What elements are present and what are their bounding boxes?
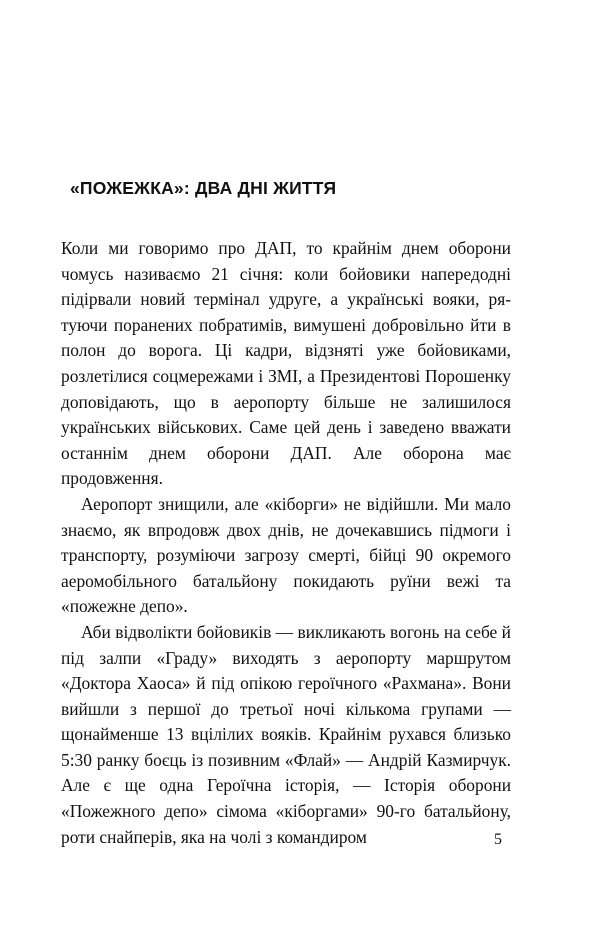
page-number: 5 xyxy=(494,831,502,848)
paragraph-1: Коли ми говоримо про ДАП, то крайнім днем оборони чомусь називаємо 21 січня: коли бойовики напередодні підірвали новий термінал удруге, а українські вояки, рятуючи поранених побратимів, вимушені добровільно йти в полон до ворога. Ці кадри, відзняті уже бойовиками, розлетілися соцмережами і ЗМІ, а Президентові Порошенку доповідають, що в аеропорту більше не залишилося українських військових. Саме цей день і заведено вважати останнім днем оборони ДАП. Але оборона має продовження. xyxy=(61,238,511,489)
body-text xyxy=(61,236,511,850)
chapter-heading: «ПОЖЕЖКА»: ДВА ДНІ ЖИТТЯ xyxy=(70,178,337,198)
paragraph-3: Аби відволікти бойовиків — викликають вогонь на себе й під залпи «Граду» виходять з аеропорту маршрутом «Доктора Хаоса» й під опікою героїчного «Рахмана». Вони вийшли з першої до третьої ночі кількома групами — щонайменше 13 вцілілих вояків. Крайнім рухався близько 5:30 ранку боєць із позивним «Флай» — Андрій Казмирчук. Але є ще одна Героїчна історія, — Історія оборони «Пожежного депо» сімома «кіборгами» 90-го батальйону, роти снайперів, яка на чолі з командиром xyxy=(61,621,511,847)
paragraph-2: Аеропорт знищили, але «кіборги» не відійшли. Ми мало знаємо, як впродовж двох днів, не дочекавшись підмоги і транспорту, розуміючи загрозу смерті, бійці 90 окремого аеромобільного батальйону покидають руїни вежі та «пожежне депо». xyxy=(61,493,511,617)
